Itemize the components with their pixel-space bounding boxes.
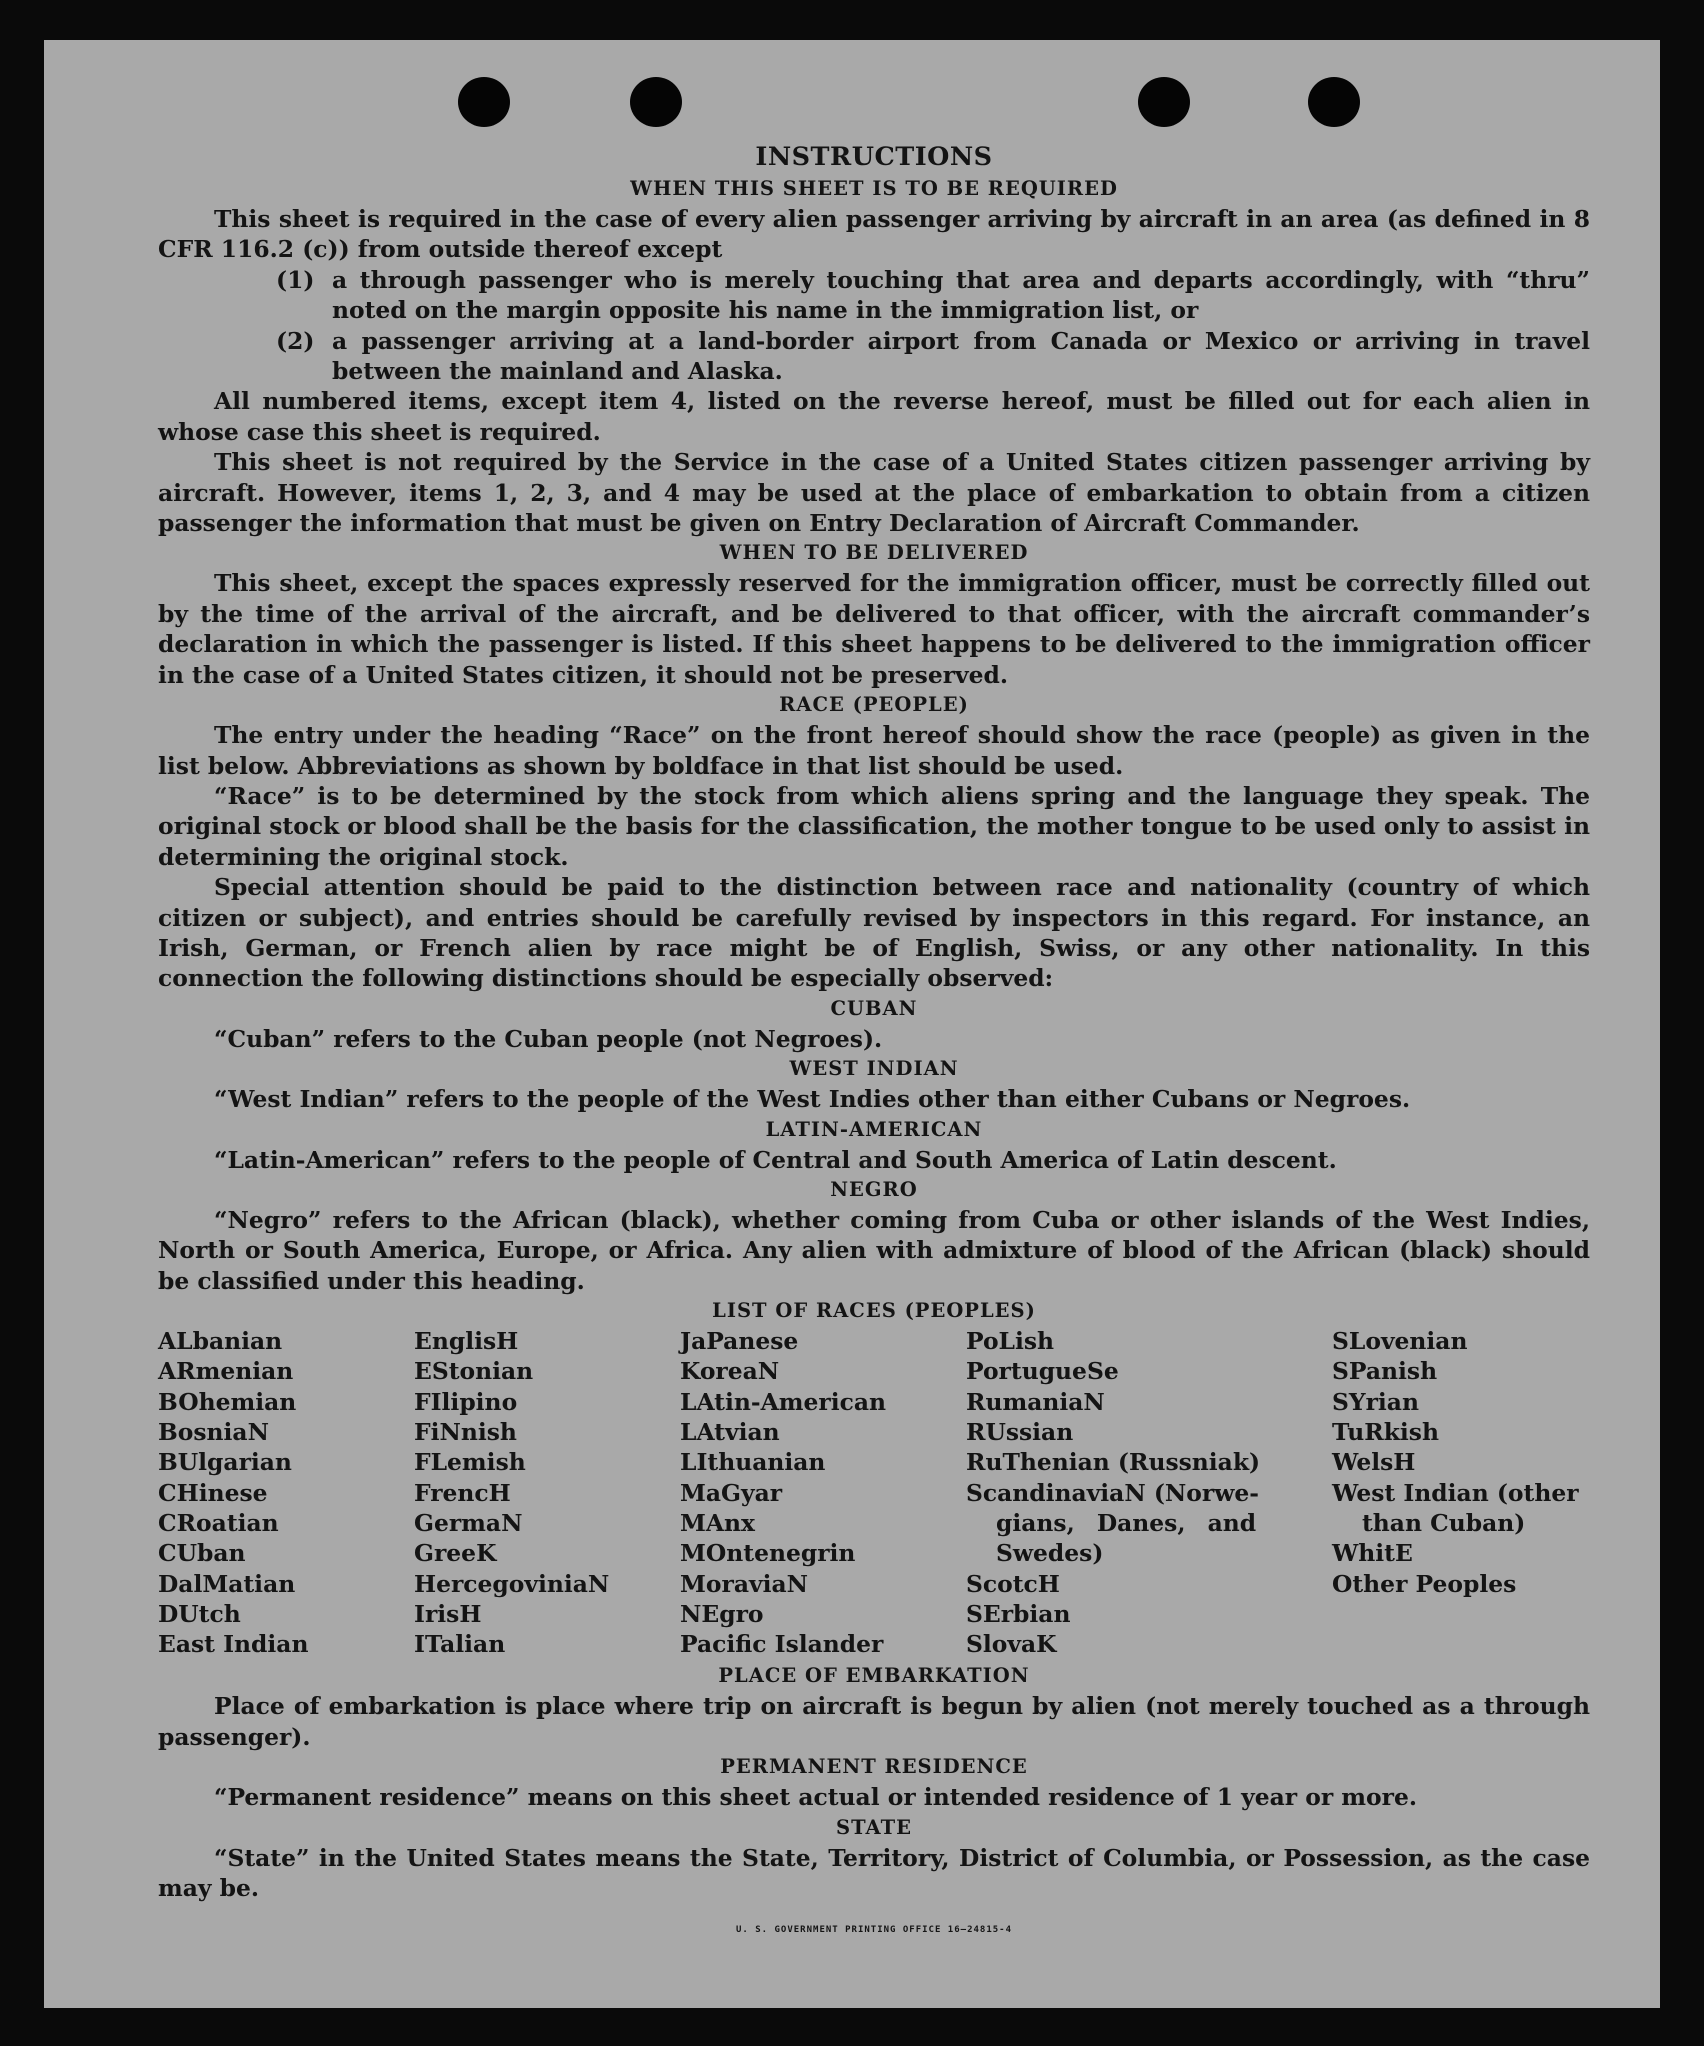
races-column [1332,1326,1590,1659]
race-entry: WelsH [1332,1448,1416,1477]
race-entry: SPanish [1332,1357,1438,1386]
section-heading-race: RACE (PEOPLE) [779,693,969,717]
race-entry: EStonian [414,1357,534,1386]
paragraph: “Permanent residence” means on this sheet actual or intended residence of 1 year or more. [214,1783,1417,1812]
race-entry: SlovaK [966,1630,1057,1659]
race-entry: ARmenian [158,1357,294,1386]
race-entry: FiNnish [414,1418,517,1447]
race-entry: TuRkish [1332,1418,1439,1447]
list-item-text: a passenger arriving at a land-border airport from Canada or Mexico or arriving in travel between the mainland and Alaska. [332,326,1590,386]
page-title: INSTRUCTIONS [755,142,993,172]
paragraph: “State” in the United States means the State, Territory, District of Columbia, or Possession, as the case may be. [158,1843,1590,1903]
race-entry: ITalian [414,1630,506,1659]
race-entry: ALbanian [158,1327,283,1356]
race-entry: MaGyar [680,1478,783,1507]
paragraph: Place of embarkation is place where trip on aircraft is begun by alien (not merely touched as a through passenger). [158,1692,1590,1751]
races-column [966,1326,1332,1659]
section-heading-residence: PERMANENT RESIDENCE [720,1755,1028,1779]
race-entry: GreeK [414,1539,497,1568]
race-entry: NEgro [680,1599,764,1628]
race-entry: MOntenegrin [680,1539,856,1568]
paragraph: “Race” is to be determined by the stock from which aliens spring and the language they speak. The original stock or blood shall be the basis for the classification, the mother tongue to be used only to assist in determining the original stock. [158,781,1591,871]
race-entry: Pacific Islander [680,1630,884,1659]
races-column [414,1326,680,1659]
list-item-number: (1) [276,265,315,294]
section-heading-west-indian: WEST INDIAN [789,1057,959,1081]
race-entry: than Cuban) [1362,1508,1526,1537]
race-entry: LIthuanian [680,1448,826,1477]
list-item [158,326,1590,387]
paragraph: This sheet is not required by the Service in the case of a United States citizen passenger arriving by aircraft. However, items 1, 2, 3, and 4 may be used at the place of embarkation to obtain from a citizen passenger the information that must be given on Entry Declaration of Aircraft Commander. [158,448,1590,538]
paragraph: Special attention should be paid to the distinction between race and nationality (country of which citizen or subject), and entries should be carefully revised by inspectors in this regard. For instance, an Irish, German, or French alien by race might be of English, Swiss, or any other nationality. In this connection the following distinctions should be especially observed: [158,873,1590,993]
races-column [158,1326,414,1659]
race-entry: IrisH [414,1599,482,1628]
paragraph: “Negro” refers to the African (black), whether coming from Cuba or other islands of the West Indies, North or South America, Europe, or Africa. Any alien with admixture of blood of the African (black) should be classified under this heading. [158,1205,1590,1295]
section-heading-embarkation: PLACE OF EMBARKATION [718,1664,1030,1688]
race-entry: SLovenian [1332,1327,1468,1356]
races-list [158,1326,1590,1659]
punch-hole [1138,77,1190,127]
race-entry: MAnx [680,1508,755,1537]
punch-hole [630,77,682,127]
race-entry: DUtch [158,1599,241,1628]
race-entry: CHinese [158,1478,268,1507]
section-heading-races-list: LIST OF RACES (PEOPLES) [712,1299,1036,1323]
race-entry: HercegoviniaN [414,1569,610,1598]
race-entry: DalMatian [158,1569,296,1598]
race-entry: West Indian (other [1332,1478,1579,1507]
race-entry: JaPanese [680,1327,799,1356]
list-item-text: a through passenger who is merely touching that area and departs accordingly, with “thru” noted on the margin opposite his name in the immigration list, or [332,265,1590,325]
section-heading-when-required: WHEN THIS SHEET IS TO BE REQUIRED [630,177,1118,200]
race-entry: ScotcH [966,1569,1060,1598]
race-entry: MoraviaN [680,1569,808,1598]
race-entry: East Indian [158,1630,309,1659]
race-entry: RuThenian (Russniak) [966,1448,1261,1477]
section-heading-negro: NEGRO [830,1177,918,1201]
paragraph: “West Indian” refers to the people of the West Indies other than either Cubans or Negroes. [214,1085,1411,1114]
race-entry: RumaniaN [966,1387,1105,1416]
race-entry: FIlipino [414,1387,518,1416]
instructions-content [158,140,1590,1946]
race-entry: FrencH [414,1478,511,1507]
paragraph: All numbered items, except item 4, listed on the reverse hereof, must be filled out for each alien in whose case this sheet is required. [158,387,1590,446]
paragraph: “Latin-American” refers to the people of Central and South America of Latin descent. [214,1145,1337,1174]
race-entry: PortugueSe [966,1357,1119,1386]
paragraph: The entry under the heading “Race” on the front hereof should show the race (people) as given in the list below. Abbreviations as shown by boldface in that list should be used. [158,721,1590,780]
race-entry: ScandinaviaN (Norwe- [966,1478,1259,1507]
section-heading-state: STATE [836,1815,912,1839]
race-entry: KoreaN [680,1357,780,1386]
race-entry: BUlgarian [158,1448,292,1477]
race-entry: WhitE [1332,1539,1413,1568]
race-entry: BosniaN [158,1418,269,1447]
race-entry: SErbian [966,1599,1071,1628]
paragraph: This sheet is required in the case of every alien passenger arriving by aircraft in an area (as defined in 8 CFR 116.2 (c)) from outside thereof except [158,205,1590,264]
races-column [680,1326,966,1659]
printing-office-imprint: U. S. GOVERNMENT PRINTING OFFICE 16—24815-4 [736,1925,1012,1936]
race-entry: GermaN [414,1508,523,1537]
race-entry: PoLish [966,1327,1055,1356]
paragraph: This sheet, except the spaces expressly reserved for the immigration officer, must be correctly filled out by the time of the arrival of the aircraft, and be delivered to that officer, with the aircraft commander’s declaration in which the passenger is listed. If this sheet happens to be delivered to the immigration officer in the case of a United States citizen, it should not be preserved. [158,569,1590,689]
race-entry: CRoatian [158,1508,279,1537]
race-entry: FLemish [414,1448,526,1477]
race-entry: EnglisH [414,1327,519,1356]
race-entry: LAtvian [680,1418,780,1447]
race-entry: BOhemian [158,1387,297,1416]
document-sheet [44,40,1660,2008]
race-entry: CUban [158,1539,246,1568]
paragraph: “Cuban” refers to the Cuban people (not Negroes). [214,1024,883,1053]
section-heading-cuban: CUBAN [830,996,918,1020]
race-entry: RUssian [966,1418,1074,1447]
list-item-number: (2) [276,326,315,355]
section-heading-when-delivered: WHEN TO BE DELIVERED [719,541,1029,565]
race-entry: SYrian [1332,1387,1419,1416]
race-entry: gians, Danes, and [996,1508,1257,1537]
punch-hole [1308,77,1360,127]
race-entry: Swedes) [996,1539,1104,1568]
race-entry: LAtin-American [680,1387,886,1416]
race-entry: Other Peoples [1332,1569,1517,1598]
list-item [158,265,1590,326]
punch-hole [458,77,510,127]
section-heading-latin-american: LATIN-AMERICAN [765,1117,983,1141]
